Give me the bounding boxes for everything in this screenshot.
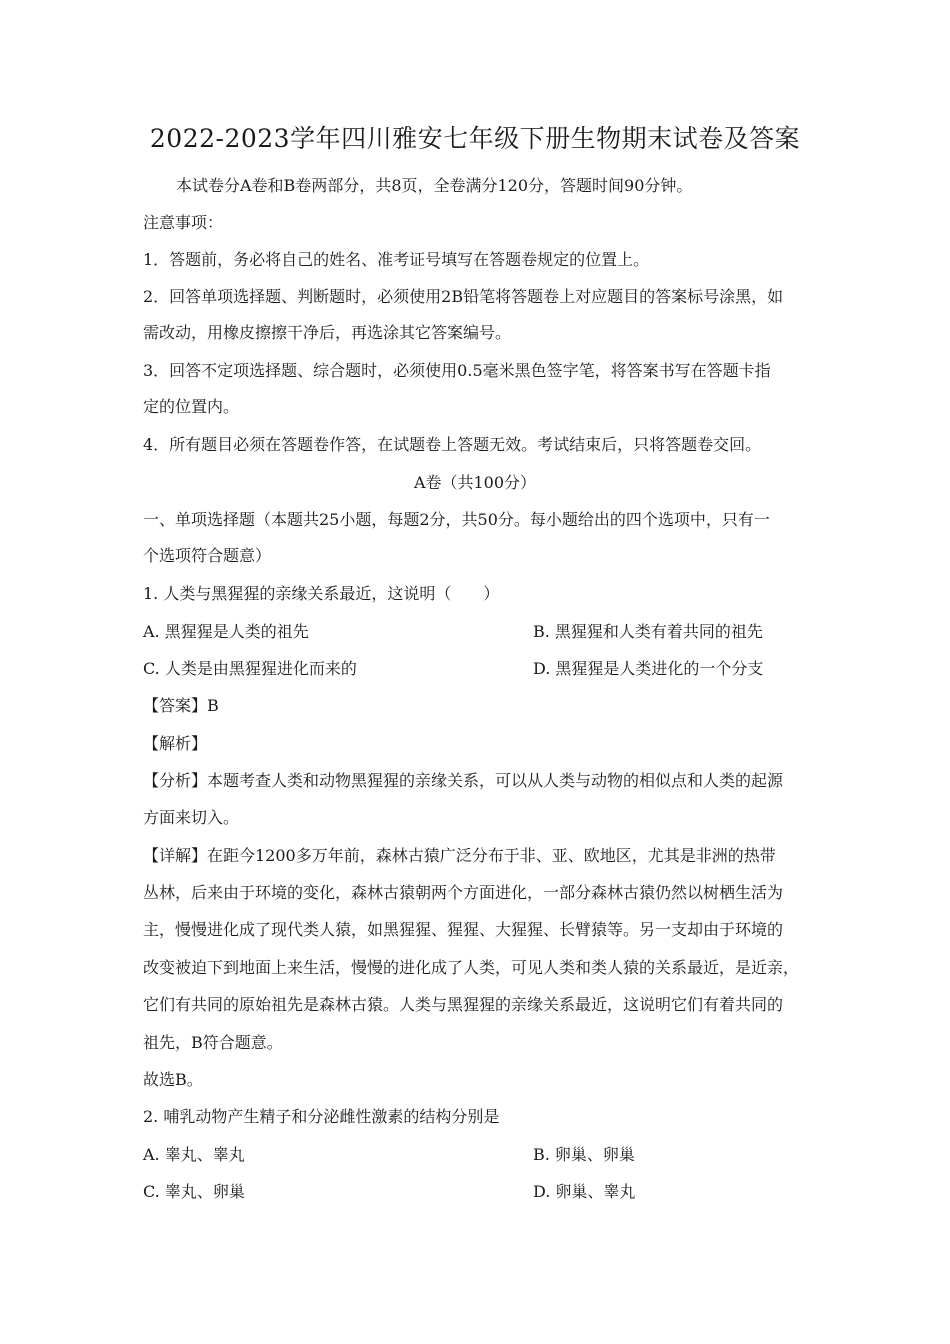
q1-answer: 【答案】B [143, 696, 219, 715]
part1-heading-cont: 个选项符合题意） [143, 546, 272, 565]
q1-xiangjie-1: 【详解】在距今1200多万年前，森林古猿广泛分布于非、亚、欧地区，尤其是非洲的热带 [143, 846, 776, 865]
note-2-cont: 需改动，用橡皮擦擦干净后，再选涂其它答案编号。 [143, 323, 512, 342]
document-title: 2022-2023学年四川雅安七年级下册生物期末试卷及答案 [149, 124, 801, 153]
q1-xiangjie-3: 主，慢慢进化成了现代类人猿，如黑猩猩、猩猩、大猩猩、长臂猿等。另一支却由于环境的 [143, 920, 784, 939]
part1-heading: 一、单项选择题（本题共25小题，每题2分，共50分。每小题给出的四个选项中，只有一 [143, 510, 770, 529]
q1-stem: 1. 人类与黑猩猩的亲缘关系最近，这说明（ ） [143, 584, 500, 603]
q2-option-b: B. 卵巢、卵巢 [533, 1145, 635, 1164]
q1-option-c: C. 人类是由黑猩猩进化而来的 [143, 659, 357, 678]
q1-fenxi-cont: 方面来切入。 [143, 808, 240, 827]
q2-option-d: D. 卵巢、睾丸 [533, 1182, 636, 1201]
q2-option-c: C. 睾丸、卵巢 [143, 1182, 245, 1201]
intro-text: 本试卷分A卷和B卷两部分，共8页，全卷满分120分，答题时间90分钟。 [176, 176, 693, 195]
q1-xiangjie-5: 它们有共同的原始祖先是森林古猿。人类与黑猩猩的亲缘关系最近，这说明它们有着共同的 [143, 995, 784, 1014]
q1-option-d: D. 黑猩猩是人类进化的一个分支 [533, 659, 764, 678]
q1-option-a: A. 黑猩猩是人类的祖先 [143, 622, 309, 641]
note-3: 3．回答不定项选择题、综合题时，必须使用0.5毫米黑色签字笔，将答案书写在答题卡指 [143, 361, 771, 380]
q2-stem: 2. 哺乳动物产生精子和分泌雌性激素的结构分别是 [143, 1107, 500, 1126]
q2-option-a: A. 睾丸、睾丸 [143, 1145, 245, 1164]
note-1: 1．答题前，务必将自己的姓名、准考证号填写在答题卷规定的位置上。 [143, 250, 650, 269]
section-a-heading: A卷（共100分） [413, 473, 537, 492]
q1-xiangjie-4: 改变被迫下到地面上来生活，慢慢的进化成了人类，可见人类和类人猿的关系最近，是近亲， [143, 958, 800, 977]
note-3-cont: 定的位置内。 [143, 397, 240, 416]
q1-xiangjie-2: 丛林，后来由于环境的变化，森林古猿朝两个方面进化，一部分森林古猿仍然以树栖生活为 [143, 883, 784, 902]
q1-analysis-label: 【解析】 [143, 734, 208, 753]
q1-xiangjie-6: 祖先，B符合题意。 [143, 1033, 283, 1052]
q1-option-b: B. 黑猩猩和人类有着共同的祖先 [533, 622, 763, 641]
notes-heading: 注意事项： [143, 213, 224, 232]
note-4: 4．所有题目必须在答题卷作答，在试题卷上答题无效。考试结束后，只将答题卷交回。 [143, 435, 762, 454]
q1-fenxi: 【分析】本题考查人类和动物黑猩猩的亲缘关系，可以从人类与动物的相似点和人类的起源 [143, 771, 784, 790]
note-2: 2．回答单项选择题、判断题时，必须使用2B铅笔将答题卷上对应题目的答案标号涂黑，如 [143, 287, 784, 306]
q1-conclusion: 故选B。 [143, 1070, 203, 1089]
